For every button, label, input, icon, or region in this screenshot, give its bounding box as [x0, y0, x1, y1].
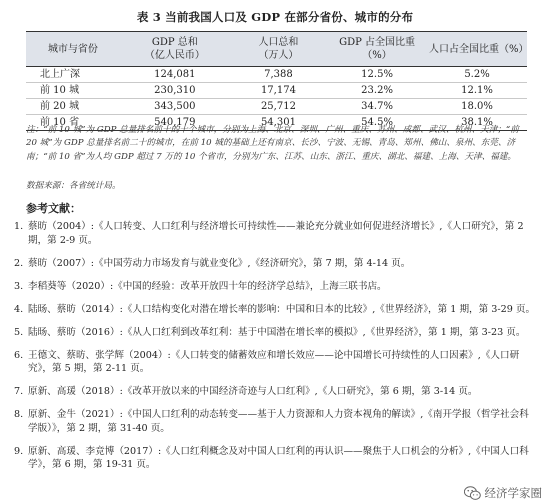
table-source: 数据来源：各省统计局。: [26, 181, 121, 191]
table-cell: 54,301: [230, 115, 327, 131]
table-cell: 124,081: [120, 67, 230, 83]
reference-number: 2.: [14, 257, 24, 269]
reference-number: 5.: [14, 326, 24, 338]
table-header-cell: 人口占全国比重（%）: [427, 32, 527, 67]
reference-number: 8.: [14, 409, 24, 420]
table-header-cell: GDP 总和 （亿人民币）: [120, 32, 230, 67]
reference-item: [14, 303, 536, 317]
reference-item: [14, 408, 536, 435]
table-cell: 17,174: [230, 83, 327, 99]
table-row: [26, 99, 527, 115]
table-cell: 230,310: [120, 83, 230, 99]
table-header-cell: GDP 占全国比重（%）: [327, 32, 427, 67]
reference-text: 蔡昉（2004）:《人口转变、人口红利与经济增长可持续性——兼论充分就业如何促进经济增长》,《人口研究》，第 2 期，第 2-9 页。: [28, 221, 524, 246]
reference-number: 9.: [14, 445, 24, 457]
table-cell: 北上广深: [26, 67, 120, 83]
reference-text: 陆旸、蔡昉（2014）:《人口结构变化对潜在增长率的影响：中国和日本的比较》,《世界经济》，第 1 期，第 3-29 页。: [28, 303, 536, 315]
table-row: [26, 83, 527, 99]
table-cell: 25,712: [230, 99, 327, 115]
reference-text: 王德文、蔡昉、张学辉（2004）:《人口转变的储蓄效应和增长效应——论中国增长可持续性的人口因素》,《人口研究》，第 5 期，第 2-11 页。: [28, 349, 520, 374]
table-cell: 540,179: [120, 115, 230, 131]
reference-item: [14, 445, 536, 472]
table-header-cell: 城市与省份: [26, 32, 120, 67]
table-cell: 12.5%: [327, 67, 427, 83]
references-heading: 参考文献：: [26, 202, 81, 215]
table-note: 注：“前 10 城”为 GDP 总量排名前十的十个城市，分别为上海、北京、深圳、广州、重庆、苏州、成都、武汉、杭州、天津；“前 20 城”为 GDP 总量排名前二十的城市，在前 10 城的基础上还有南京、长沙、宁波、无锡、青岛、郑州、佛山、泉州、东莞、济南；“前 10 省”为人均 GDP 超过 7 万的 10 个省市，分别为广东、江苏、山东、浙江、重庆、湖北、福建、上海、天津、福建。: [26, 125, 519, 162]
table-title: 表 3 当前我国人口及 GDP 在部分省份、城市的分布: [136, 10, 414, 24]
table-cell: 前 10 省: [26, 115, 120, 131]
reference-text: 陆旸、蔡昉（2016）:《从人口红利到改革红利：基于中国潜在增长率的模拟》,《世界经济》，第 1 期，第 3-23 页。: [28, 326, 526, 338]
reference-text: 李稻葵等（2020）:《中国的经验：改革开放四十年的经济学总结》，上海三联书店。: [28, 280, 387, 292]
reference-number: 6.: [14, 349, 24, 361]
reference-item: [14, 326, 536, 340]
reference-text: 原新、高瑗、李竞博（2017）:《人口红利概念及对中国人口红利的再认识——聚焦于人口机会的分析》,《中国人口科学》，第 6 期，第 19-31 页。: [28, 445, 529, 470]
table-cell: 34.7%: [327, 99, 427, 115]
table-header-row: [26, 32, 527, 67]
wechat-icon: [464, 486, 481, 501]
table-cell: 18.0%: [427, 99, 527, 115]
table-row: [26, 67, 527, 83]
table-cell: 7,388: [230, 67, 327, 83]
reference-text: 原新、高瑗（2018）:《改革开放以来的中国经济奇迹与人口红利》,《人口研究》，第 6 期，第 3-14 页。: [28, 386, 478, 397]
reference-item: [14, 385, 536, 399]
reference-item: [14, 257, 536, 271]
table-cell: 343,500: [120, 99, 230, 115]
data-table: [26, 31, 527, 131]
reference-text: 原新、金牛（2021）:《中国人口红利的动态转变——基于人力资源和人力资本视角的解读》,《南开学报（哲学社会科学版）》，第 2 期，第 31-40 页。: [28, 409, 529, 434]
table-cell: 前 10 城: [26, 83, 120, 99]
watermark-text: 经济学家圈: [484, 486, 542, 500]
watermark: [464, 485, 543, 501]
table-cell: 前 20 城: [26, 99, 120, 115]
reference-number: 1.: [14, 221, 24, 232]
reference-list: [14, 220, 536, 481]
table-cell: 5.2%: [427, 67, 527, 83]
reference-item: [14, 349, 536, 376]
reference-text: 蔡昉（2007）:《中国劳动力市场发育与就业变化》,《经济研究》，第 7 期，第 4-14 页。: [28, 257, 411, 269]
table-cell: 23.2%: [327, 83, 427, 99]
reference-number: 4.: [14, 303, 24, 315]
reference-item: [14, 280, 536, 294]
table-cell: 12.1%: [427, 83, 527, 99]
reference-number: 3.: [14, 280, 24, 292]
reference-number: 7.: [14, 386, 24, 397]
table-header-cell: 人口总和 （万人）: [230, 32, 327, 67]
table-cell: 38.1%: [427, 115, 527, 131]
table-cell: 54.5%: [327, 115, 427, 131]
reference-item: [14, 220, 536, 247]
